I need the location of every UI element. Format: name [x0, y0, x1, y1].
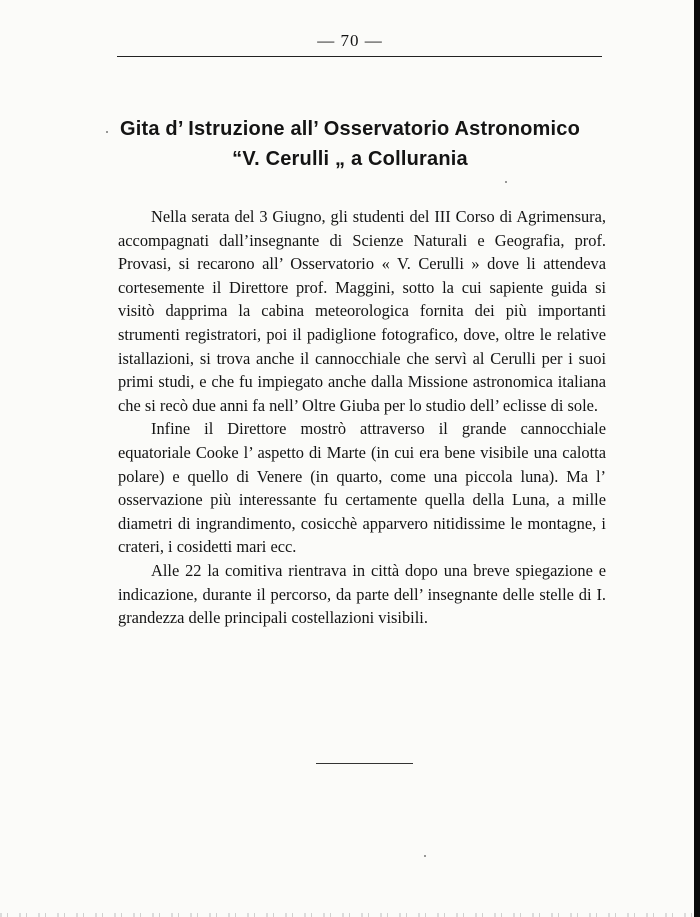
title-line-2: “V. Cerulli „ a Collurania — [232, 148, 468, 170]
bottom-edge-noise — [0, 913, 700, 917]
title-line-1: Gita d’ Istruzione all’ Osservatorio Astronomico — [119, 118, 581, 140]
print-speck — [505, 181, 507, 183]
header-rule — [117, 56, 602, 57]
print-speck — [106, 131, 108, 133]
paragraph-2: Infine il Direttore mostrò attraverso il grande cannocchiale equatoriale Cooke l’ aspetto di Marte (in cui era bene visibile una calotta polare) e quello di Venere (in quarto, come una piccola luna). Ma l’ osservazione più interessante fu certamente quella della Luna, a mille diametri di ingrandimento, cosicchè apparvero nitidissime le montagne, i crateri, i cosidetti mari ecc. — [118, 419, 606, 557]
closing-rule — [316, 763, 413, 764]
article-body — [118, 205, 606, 630]
print-speck — [424, 855, 426, 857]
paragraph-3: Alle 22 la comitiva rientrava in città dopo una breve spiegazione e indicazione, durante il percorso, da parte dell’ insegnante delle stelle di I. grandezza delle principali costellazioni visibili. — [118, 560, 606, 628]
paragraph-1: Nella serata del 3 Giugno, gli studenti del III Corso di Agrimensura, accompagnati dall’insegnante di Scienze Naturali e Geografia, prof. Provasi, si recarono all’ Osservatorio « V. Cerulli » dove li attendeva cortesemente il Direttore prof. Maggini, sotto la cui sapiente guida si visitò dapprima la cabina meteorologica fornita dei più importanti strumenti registratori, poi il padiglione fotografico, dove, oltre le relative istallazioni, si trova anche il cannocchiale che servì al Cerulli per i suoi primi studi, e che fu impiegato anche dalla Missione astronomica italiana che si recò due anni fa nell’ Oltre Giuba per lo studio dell’ eclisse di sole. — [118, 207, 606, 415]
page-edge-shadow — [694, 0, 700, 917]
page-number: — 70 — — [317, 31, 383, 50]
article-title — [100, 114, 600, 174]
